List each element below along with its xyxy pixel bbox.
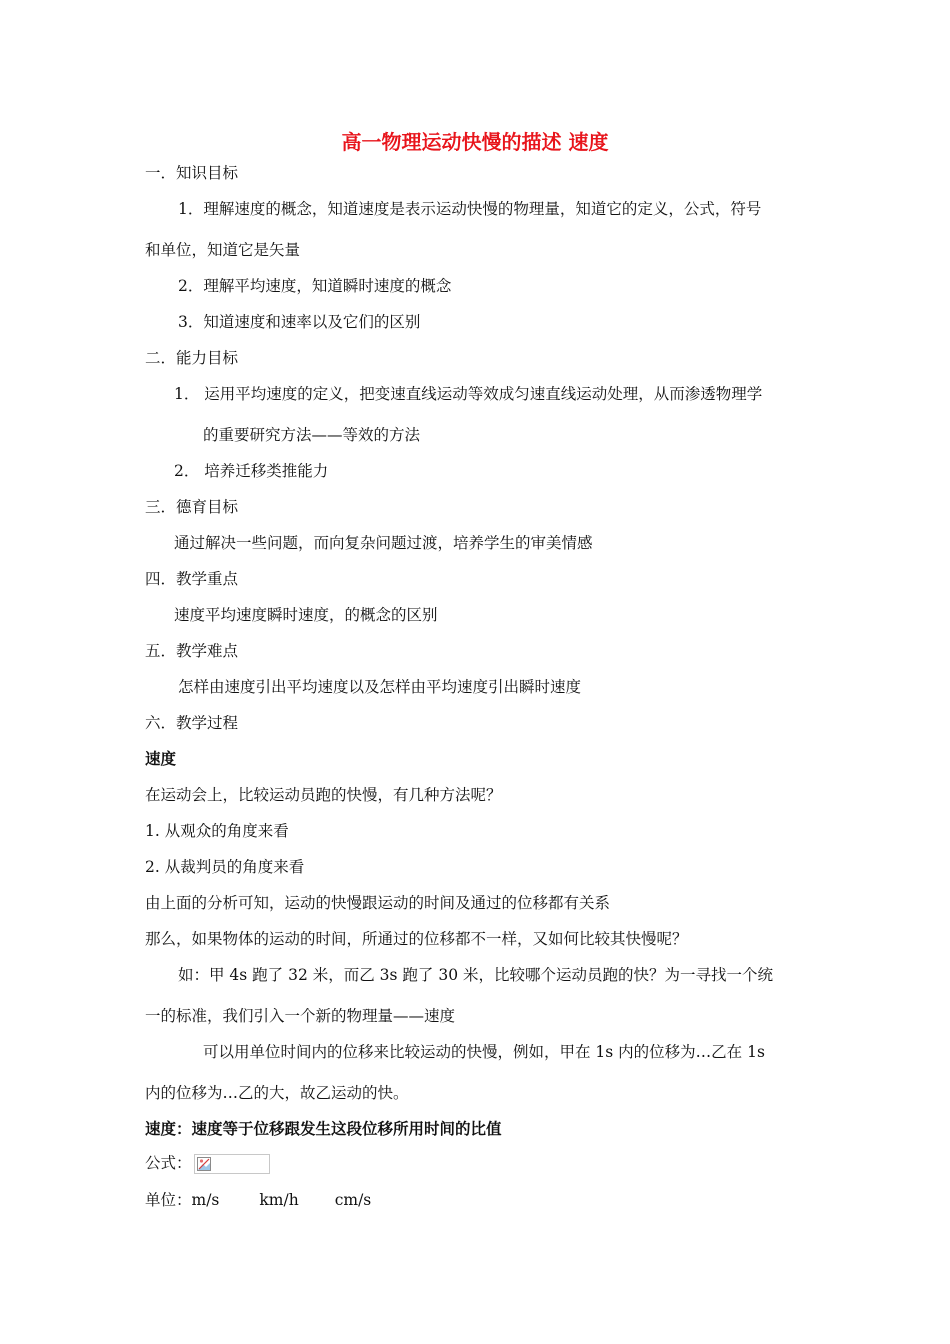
paragraph: 的重要研究方法——等效的方法 xyxy=(203,426,421,444)
paragraph: 2． 培养迁移类推能力 xyxy=(174,462,329,480)
paragraph: 1．理解速度的概念，知道速度是表示运动快慢的物理量，知道它的定义，公式，符号 xyxy=(178,200,762,218)
page-title: 高一物理运动快慢的描述 速度 xyxy=(341,130,609,154)
paragraph: 由上面的分析可知，运动的快慢跟运动的时间及通过的位移都有关系 xyxy=(145,894,611,912)
paragraph: 那么，如果物体的运动的时间，所通过的位移都不一样，又如何比较其快慢呢？ xyxy=(145,930,688,948)
section-heading: 二．能力目标 xyxy=(145,349,239,367)
section-heading: 五．教学难点 xyxy=(145,642,239,660)
definition: 速度：速度等于位移跟发生这段位移所用时间的比值 xyxy=(145,1120,502,1138)
section-heading: 一．知识目标 xyxy=(145,164,239,182)
formula-label: 公式： xyxy=(145,1154,192,1172)
section-heading: 四．教学重点 xyxy=(145,570,239,588)
paragraph: 可以用单位时间内的位移来比较运动的快慢，例如，甲在 1s 内的位移为…乙在 1s xyxy=(203,1043,765,1061)
unit-text: cm/s xyxy=(334,1191,372,1209)
list-item: 2. 从裁判员的角度来看 xyxy=(145,858,305,876)
section-heading: 六．教学过程 xyxy=(145,714,239,732)
paragraph: 一的标准，我们引入一个新的物理量——速度 xyxy=(145,1007,456,1025)
units-label: 单位： xyxy=(145,1191,192,1209)
paragraph: 如：甲 4s 跑了 32 米，而乙 3s 跑了 30 米，比较哪个运动员跑的快？为一寻找一个统 xyxy=(178,966,773,984)
units-row xyxy=(145,1190,371,1210)
paragraph: 怎样由速度引出平均速度以及怎样由平均速度引出瞬时速度 xyxy=(178,678,582,696)
paragraph: 3．知道速度和速率以及它们的区别 xyxy=(178,313,421,331)
paragraph: 和单位，知道它是矢量 xyxy=(145,241,301,259)
unit-text: m/s xyxy=(191,1191,220,1209)
formula-row xyxy=(145,1153,270,1174)
paragraph: 通过解决一些问题，而向复杂问题过渡，培养学生的审美情感 xyxy=(174,534,593,552)
paragraph: 在运动会上，比较运动员跑的快慢，有几种方法呢？ xyxy=(145,786,502,804)
list-item: 1. 从观众的角度来看 xyxy=(145,822,289,840)
paragraph: 1． 运用平均速度的定义，把变速直线运动等效成匀速直线运动处理，从而渗透物理学 xyxy=(174,385,763,403)
unit-text: km/h xyxy=(259,1191,299,1209)
paragraph: 2．理解平均速度，知道瞬时速度的概念 xyxy=(178,277,452,295)
section-heading: 三．德育目标 xyxy=(145,498,239,516)
paragraph: 内的位移为…乙的大，故乙运动的快。 xyxy=(145,1084,409,1102)
formula-image xyxy=(194,1154,270,1174)
subheading: 速度 xyxy=(145,750,177,768)
broken-image-icon xyxy=(197,1157,211,1171)
paragraph: 速度平均速度瞬时速度，的概念的区别 xyxy=(174,606,438,624)
